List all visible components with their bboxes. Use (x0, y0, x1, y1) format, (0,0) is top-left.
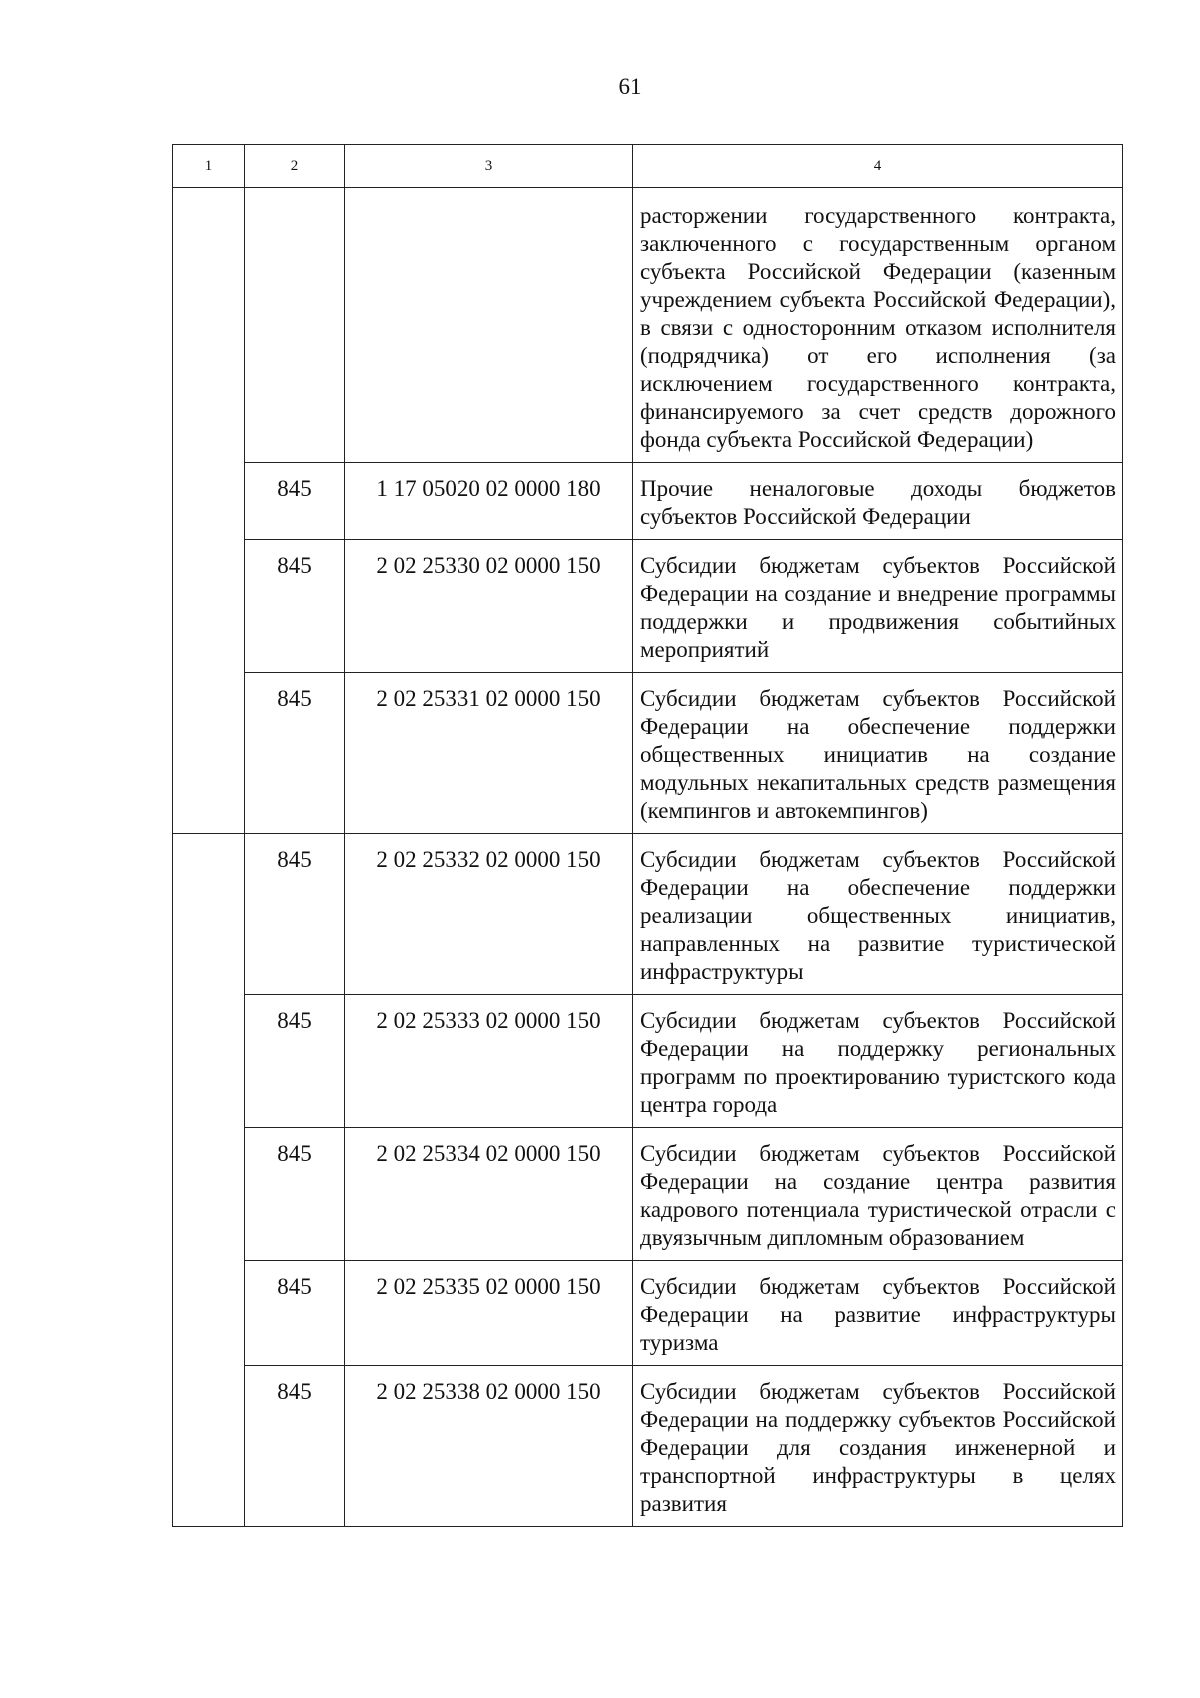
cell-code: 2 02 25334 02 0000 150 (345, 1128, 633, 1261)
table-row (173, 1261, 1123, 1366)
cell-name-continuation: расторжении государственного контракта, заключенного с государственным органом субъекта Российской Федерации (казенным учреждением субъекта Российской Федерации), в связи с односторонним отказом исполнителя (подрядчика) от его исполнения (за исключением государственного контракта, финансируемого за счет средств дорожного фонда субъекта Российской Федерации) (633, 188, 1123, 463)
group-cell-empty (173, 188, 245, 834)
cell-code: 1 17 05020 02 0000 180 (345, 463, 633, 540)
table-row (173, 995, 1123, 1128)
income-codes-table (172, 144, 1123, 1527)
cell-name: Субсидии бюджетам субъектов Российской Федерации на создание и внедрение программы поддержки и продвижения событийных мероприятий (633, 540, 1123, 673)
cell-code: 2 02 25331 02 0000 150 (345, 673, 633, 834)
table-row (173, 540, 1123, 673)
table-row (173, 463, 1123, 540)
cell-code: 2 02 25332 02 0000 150 (345, 834, 633, 995)
cell-name: Прочие неналоговые доходы бюджетов субъектов Российской Федерации (633, 463, 1123, 540)
header-col-4: 4 (633, 145, 1123, 188)
cell-code: 2 02 25335 02 0000 150 (345, 1261, 633, 1366)
cell-name: Субсидии бюджетам субъектов Российской Федерации на обеспечение поддержки реализации общественных инициатив, направленных на развитие туристической инфраструктуры (633, 834, 1123, 995)
cell-code: 2 02 25330 02 0000 150 (345, 540, 633, 673)
cell-admin: 845 (245, 463, 345, 540)
header-col-1: 1 (173, 145, 245, 188)
cell-admin: 845 (245, 1128, 345, 1261)
table-row (173, 1366, 1123, 1527)
cell-admin: 845 (245, 1366, 345, 1527)
group-cell-empty (173, 834, 245, 1527)
cell-name: Субсидии бюджетам субъектов Российской Федерации на поддержку региональных программ по проектированию туристского кода центра города (633, 995, 1123, 1128)
cell-code: 2 02 25338 02 0000 150 (345, 1366, 633, 1527)
cell-name: Субсидии бюджетам субъектов Российской Федерации на обеспечение поддержки общественных инициатив на создание модульных некапитальных средств размещения (кемпингов и автокемпингов) (633, 673, 1123, 834)
cell-code: 2 02 25333 02 0000 150 (345, 995, 633, 1128)
cell-admin: 845 (245, 995, 345, 1128)
cell-admin: 845 (245, 1261, 345, 1366)
cell-code-empty (345, 188, 633, 463)
header-col-3: 3 (345, 145, 633, 188)
page-number: 61 (618, 74, 642, 99)
cell-admin-empty (245, 188, 345, 463)
table-row (173, 834, 1123, 995)
table-header-row (173, 145, 1123, 188)
cell-admin: 845 (245, 834, 345, 995)
cell-name: Субсидии бюджетам субъектов Российской Федерации на создание центра развития кадрового потенциала туристической отрасли с двуязычным дипломным образованием (633, 1128, 1123, 1261)
cell-admin: 845 (245, 540, 345, 673)
cell-name: Субсидии бюджетам субъектов Российской Федерации на развитие инфраструктуры туризма (633, 1261, 1123, 1366)
cell-admin: 845 (245, 673, 345, 834)
cell-name: Субсидии бюджетам субъектов Российской Федерации на поддержку субъектов Российской Федерации для создания инженерной и транспортной инфраструктуры в целях развития (633, 1366, 1123, 1527)
table-row (173, 1128, 1123, 1261)
header-col-2: 2 (245, 145, 345, 188)
table-row-continuation (173, 188, 1123, 463)
table-row (173, 673, 1123, 834)
